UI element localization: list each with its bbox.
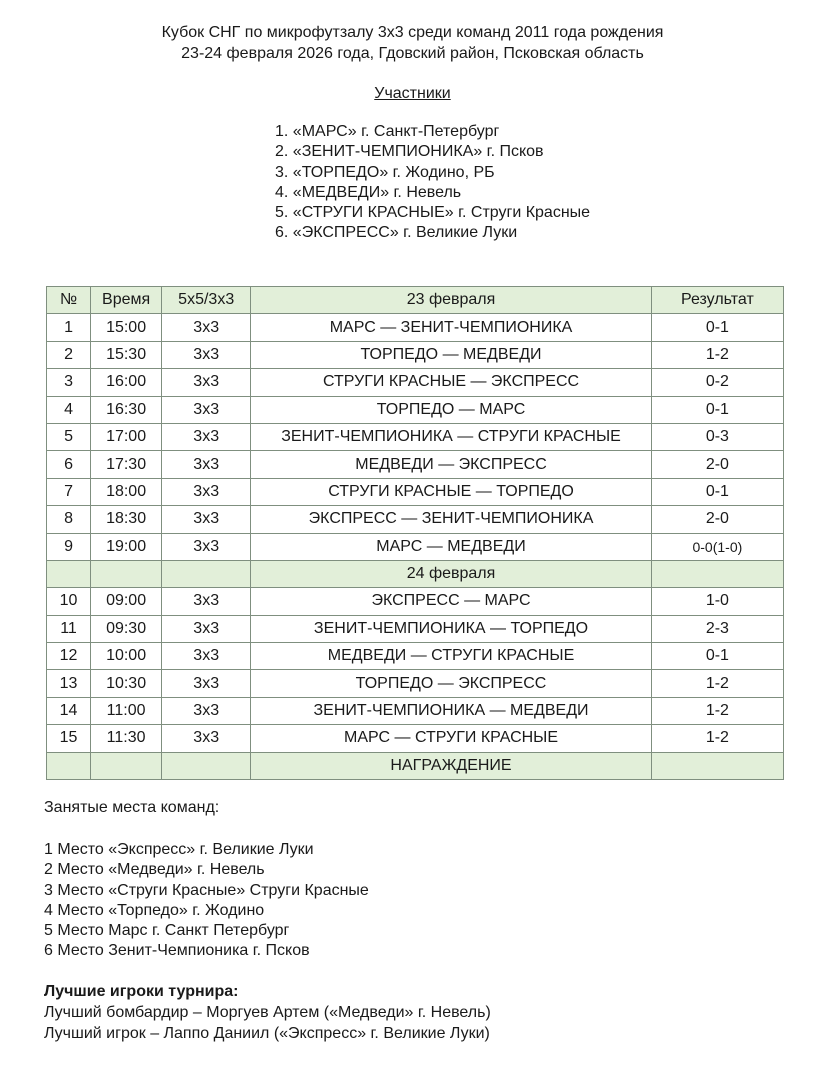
- table-row: [47, 506, 784, 533]
- match-teams: ЗЕНИТ-ЧЕМПИОНИКА — МЕДВЕДИ: [251, 697, 652, 724]
- match-teams: МЕДВЕДИ — ЭКСПРЕСС: [251, 451, 652, 478]
- table-row: [47, 533, 784, 560]
- match-number: 10: [47, 588, 91, 615]
- match-teams: ЗЕНИТ-ЧЕМПИОНИКА — СТРУГИ КРАСНЫЕ: [251, 423, 652, 450]
- match-time: 09:30: [91, 615, 162, 642]
- match-number: 13: [47, 670, 91, 697]
- table-row: [47, 396, 784, 423]
- table-row: [47, 451, 784, 478]
- match-result: 0-0(1-0): [651, 533, 783, 560]
- match-number: 9: [47, 533, 91, 560]
- best-players-list: [44, 1003, 491, 1044]
- match-teams: ЭКСПРЕСС — ЗЕНИТ-ЧЕМПИОНИКА: [251, 506, 652, 533]
- participant-item: 2. «ЗЕНИТ-ЧЕМПИОНИКА» г. Псков: [275, 143, 544, 161]
- match-number: 11: [47, 615, 91, 642]
- empty-cell: [162, 752, 251, 779]
- table-row: [47, 423, 784, 450]
- day2-header-row: [47, 560, 784, 587]
- match-time: 10:30: [91, 670, 162, 697]
- place-item: 3 Место «Струги Красные» Струги Красные: [44, 881, 369, 899]
- empty-cell: [651, 752, 783, 779]
- match-number: 14: [47, 697, 91, 724]
- table-row: [47, 341, 784, 368]
- match-number: 15: [47, 725, 91, 752]
- match-format: 3х3: [162, 588, 251, 615]
- place-item: 5 Место Марс г. Санкт Петербург: [44, 922, 290, 940]
- match-result: 2-0: [651, 506, 783, 533]
- place-item: 2 Место «Медведи» г. Невель: [44, 861, 265, 879]
- match-time: 11:00: [91, 697, 162, 724]
- match-number: 12: [47, 643, 91, 670]
- column-header-result: Результат: [651, 287, 783, 314]
- match-format: 3х3: [162, 451, 251, 478]
- match-teams: ЗЕНИТ-ЧЕМПИОНИКА — ТОРПЕДО: [251, 615, 652, 642]
- participant-item: 1. «МАРС» г. Санкт-Петербург: [275, 123, 500, 140]
- match-teams: МАРС — ЗЕНИТ-ЧЕМПИОНИКА: [251, 314, 652, 341]
- match-time: 17:00: [91, 423, 162, 450]
- match-format: 3х3: [162, 341, 251, 368]
- match-format: 3х3: [162, 643, 251, 670]
- empty-cell: [47, 560, 91, 587]
- table-header-row: [47, 287, 784, 314]
- empty-cell: [91, 560, 162, 587]
- match-teams: СТРУГИ КРАСНЫЕ — ЭКСПРЕСС: [251, 369, 652, 396]
- match-result: 0-1: [651, 643, 783, 670]
- match-number: 8: [47, 506, 91, 533]
- empty-cell: [47, 752, 91, 779]
- match-result: 0-1: [651, 396, 783, 423]
- table-row: [47, 670, 784, 697]
- match-number: 3: [47, 369, 91, 396]
- match-time: 16:30: [91, 396, 162, 423]
- match-time: 16:00: [91, 369, 162, 396]
- match-format: 3х3: [162, 615, 251, 642]
- column-header-day1: 23 февраля: [251, 287, 652, 314]
- match-time: 17:30: [91, 451, 162, 478]
- day2-label: 24 февраля: [251, 560, 652, 587]
- match-number: 2: [47, 341, 91, 368]
- match-number: 4: [47, 396, 91, 423]
- place-item: 1 Место «Экспресс» г. Великие Луки: [44, 841, 314, 858]
- match-time: 11:30: [91, 725, 162, 752]
- award-row: [47, 752, 784, 779]
- schedule-table: [46, 286, 784, 780]
- match-teams: ЭКСПРЕСС — МАРС: [251, 588, 652, 615]
- column-header-number: №: [47, 287, 91, 314]
- match-result: 1-2: [651, 725, 783, 752]
- best-players-heading: Лучшие игроки турнира:: [44, 983, 239, 1000]
- best-player-item: Лучший бомбардир – Моргуев Артем («Медведи» г. Невель): [44, 1004, 491, 1021]
- match-time: 09:00: [91, 588, 162, 615]
- match-result: 1-2: [651, 341, 783, 368]
- match-result: 2-3: [651, 615, 783, 642]
- match-format: 3х3: [162, 314, 251, 341]
- table-row: [47, 643, 784, 670]
- match-number: 1: [47, 314, 91, 341]
- match-teams: МАРС — СТРУГИ КРАСНЫЕ: [251, 725, 652, 752]
- match-format: 3х3: [162, 423, 251, 450]
- empty-cell: [651, 560, 783, 587]
- empty-cell: [162, 560, 251, 587]
- match-teams: ТОРПЕДО — МАРС: [251, 396, 652, 423]
- match-result: 1-2: [651, 670, 783, 697]
- participants-heading: Участники: [374, 85, 451, 102]
- match-time: 10:00: [91, 643, 162, 670]
- match-time: 15:30: [91, 341, 162, 368]
- match-teams: МЕДВЕДИ — СТРУГИ КРАСНЫЕ: [251, 643, 652, 670]
- place-item: 4 Место «Торпедо» г. Жодино: [44, 901, 265, 919]
- match-result: 1-0: [651, 588, 783, 615]
- table-row: [47, 725, 784, 752]
- places-heading: Занятые места команд:: [44, 799, 220, 816]
- column-header-time: Время: [91, 287, 162, 314]
- table-row: [47, 314, 784, 341]
- participant-item: 4. «МЕДВЕДИ» г. Невель: [275, 183, 462, 201]
- match-format: 3х3: [162, 725, 251, 752]
- match-time: 18:30: [91, 506, 162, 533]
- match-teams: СТРУГИ КРАСНЫЕ — ТОРПЕДО: [251, 478, 652, 505]
- match-number: 5: [47, 423, 91, 450]
- match-result: 2-0: [651, 451, 783, 478]
- participant-item: 6. «ЭКСПРЕСС» г. Великие Луки: [275, 224, 518, 242]
- table-row: [47, 615, 784, 642]
- match-format: 3х3: [162, 478, 251, 505]
- match-teams: ТОРПЕДО — ЭКСПРЕСС: [251, 670, 652, 697]
- match-format: 3х3: [162, 506, 251, 533]
- match-result: 1-2: [651, 697, 783, 724]
- match-teams: ТОРПЕДО — МЕДВЕДИ: [251, 341, 652, 368]
- places-list: [44, 840, 369, 962]
- document-title-line-2: 23-24 февраля 2026 года, Гдовский район, Псковская область: [181, 45, 644, 62]
- match-time: 15:00: [91, 314, 162, 341]
- match-format: 3х3: [162, 396, 251, 423]
- best-player-item: Лучший игрок – Лаппо Даниил («Экспресс» г. Великие Луки): [44, 1024, 490, 1042]
- column-header-format: 5х5/3х3: [162, 287, 251, 314]
- match-format: 3х3: [162, 533, 251, 560]
- match-number: 6: [47, 451, 91, 478]
- document-title-line-1: Кубок СНГ по микрофутзалу 3х3 среди команд 2011 года рождения: [161, 24, 664, 41]
- match-format: 3х3: [162, 670, 251, 697]
- table-row: [47, 697, 784, 724]
- table-row: [47, 478, 784, 505]
- table-row: [47, 588, 784, 615]
- match-number: 7: [47, 478, 91, 505]
- place-item: 6 Место Зенит-Чемпионика г. Псков: [44, 942, 310, 960]
- match-format: 3х3: [162, 369, 251, 396]
- match-format: 3х3: [162, 697, 251, 724]
- table-row: [47, 369, 784, 396]
- participant-item: 5. «СТРУГИ КРАСНЫЕ» г. Струги Красные: [275, 204, 591, 222]
- match-time: 18:00: [91, 478, 162, 505]
- participant-item: 3. «ТОРПЕДО» г. Жодино, РБ: [275, 163, 495, 181]
- empty-cell: [91, 752, 162, 779]
- match-result: 0-2: [651, 369, 783, 396]
- match-time: 19:00: [91, 533, 162, 560]
- match-result: 0-1: [651, 478, 783, 505]
- participants-list: [275, 122, 590, 244]
- match-teams: МАРС — МЕДВЕДИ: [251, 533, 652, 560]
- match-result: 0-3: [651, 423, 783, 450]
- match-result: 0-1: [651, 314, 783, 341]
- award-label: НАГРАЖДЕНИЕ: [251, 752, 652, 779]
